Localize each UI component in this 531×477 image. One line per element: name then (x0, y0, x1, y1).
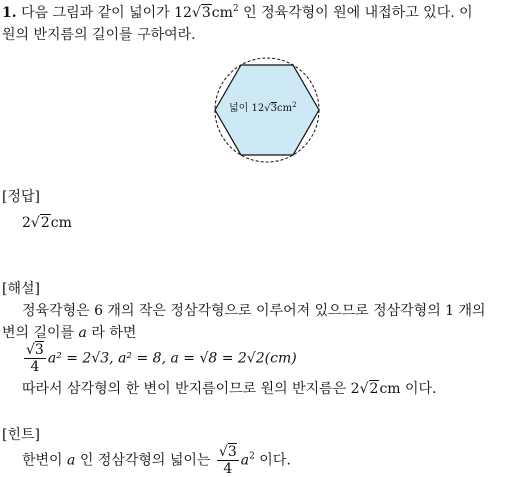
answer-radicand: 2 (40, 215, 50, 231)
problem-exp: 2 (232, 4, 239, 14)
hint-header: [힌트] (2, 427, 40, 443)
solution-line4-sqrt: √2 (359, 381, 379, 397)
solution-line-2 (2, 324, 136, 342)
problem-sqrt-radicand: 3 (201, 5, 211, 21)
solution-line-1: 정육각형은 6 개의 작은 정삼각형으로 이루어져 있으므로 정삼각형의 1 개의 (22, 303, 486, 319)
solution-line4-a: 따라서 삼각형의 한 변이 반지름이므로 원의 반지름은 2 (22, 381, 360, 397)
problem-line-2: 원의 반지름의 길이를 구하여라. (2, 27, 196, 43)
hint-frac-den: 4 (223, 461, 233, 477)
figure-area-label: 넓이 $12√3cm^2$ (229, 101, 297, 114)
solution-equation-rest: a² = 2√3, a² = 8, a = √8 = 2√2(cm) (47, 350, 297, 367)
solution-frac-den: 4 (30, 359, 40, 375)
figure-label-exp: 2 (292, 101, 297, 109)
hint-line (22, 444, 291, 477)
solution-var-a: a (78, 325, 87, 341)
solution-fraction: $\frac{√3}{4}$ (26, 342, 44, 375)
hint-frac-radicand: 3 (227, 444, 237, 460)
figure-label-unit: cm (276, 103, 293, 114)
problem-text-a: 다음 그림과 같이 넓이가 12 (21, 5, 192, 21)
hint-text-c: a (240, 452, 250, 469)
figure-label-prefix: 넓이 12 (229, 103, 265, 114)
answer-unit: cm (50, 215, 72, 231)
answer-header: [정답] (2, 189, 40, 205)
hint-var: a (67, 452, 76, 469)
problem-line-1 (2, 4, 473, 22)
figure-label-radicand: 3 (270, 103, 277, 114)
solution-header: [해설] (2, 281, 40, 297)
solution-line4-radicand: 2 (369, 381, 379, 397)
hint-exp: 2 (249, 451, 255, 462)
hint-text-b: 인 정삼각형의 넓이는 (75, 452, 215, 469)
solution-frac-radicand: 3 (34, 342, 44, 358)
solution-line2-a: 변의 길이를 (2, 325, 79, 341)
hexagon-figure (213, 56, 321, 164)
solution-equation (22, 342, 297, 375)
problem-unit: cm (211, 5, 233, 21)
answer-sqrt: √2 (30, 215, 50, 231)
hint-fraction: $\frac{√3}{4}$ (218, 444, 237, 477)
solution-line2-b: 라 하면 (86, 325, 137, 341)
hint-text-d: 이다. (254, 452, 291, 469)
problem-sqrt: √3 (191, 5, 211, 21)
problem-number: 1. (2, 5, 17, 21)
answer-value (22, 214, 72, 232)
hint-text-a: 한변이 (22, 452, 68, 469)
problem-text-c: 인 정육각형이 원에 내접하고 있다. 이 (238, 5, 473, 21)
solution-line-4 (22, 380, 437, 398)
answer-coef: 2 (22, 215, 31, 231)
solution-line4-b: cm 이다. (379, 381, 437, 397)
